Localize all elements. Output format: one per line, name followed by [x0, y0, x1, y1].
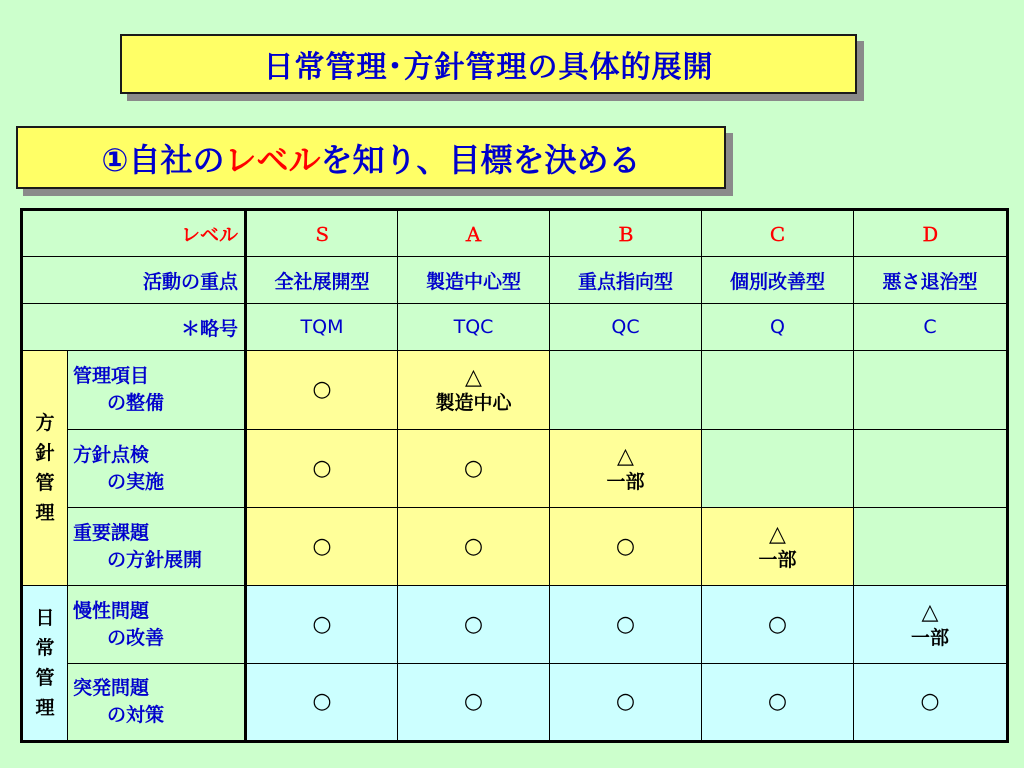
mark-symbol: ○ [463, 611, 484, 637]
cell-mark [702, 351, 854, 430]
cell-mark [702, 508, 854, 586]
cell-mark [246, 430, 398, 508]
row-label-line2: の方針展開 [107, 548, 203, 571]
level-c: Ｃ [702, 210, 854, 257]
group-char: 日 [35, 607, 55, 629]
cell-mark [550, 508, 702, 586]
row-label [68, 430, 246, 508]
cell-mark [854, 430, 1008, 508]
cell-mark [398, 508, 550, 586]
focus-d: 悪さ退治型 [854, 257, 1008, 304]
mark-symbol: ○ [615, 533, 636, 559]
level-d: Ｄ [854, 210, 1008, 257]
group-label-hoshin [22, 351, 68, 586]
cell-mark [246, 351, 398, 430]
mark-note: 一部 [606, 470, 645, 493]
page-title: 日常管理･方針管理の具体的展開 [120, 34, 857, 94]
row-label-line1: 慢性問題 [73, 599, 150, 622]
focus-c: 個別改善型 [702, 257, 854, 304]
row-label-line2: の実施 [107, 470, 165, 493]
header-row-focus [22, 257, 1008, 304]
table-row [22, 586, 1008, 664]
row-label [68, 508, 246, 586]
header-row-abbr [22, 304, 1008, 351]
row-label [68, 586, 246, 664]
focus-s: 全社展開型 [246, 257, 398, 304]
mark-symbol: ○ [767, 689, 788, 714]
row-label-line1: 突発問題 [73, 677, 150, 699]
cell-mark [854, 351, 1008, 430]
mark-symbol: ○ [312, 611, 332, 637]
abbr-c: Q [702, 304, 854, 351]
table-row [22, 430, 1008, 508]
table-row [22, 508, 1008, 586]
mark-symbol: △ [769, 521, 786, 547]
group-char: 針 [35, 442, 55, 464]
row-label-line1: 重要課題 [73, 521, 150, 544]
group-char: 常 [35, 637, 55, 659]
level-s: Ｓ [246, 210, 398, 257]
focus-label: 活動の重点 [22, 257, 246, 304]
mark-symbol: ○ [463, 533, 484, 559]
row-label [68, 351, 246, 430]
cell-mark [246, 586, 398, 664]
row-label-line2: の改善 [107, 626, 165, 649]
row-label-line1: 方針点検 [73, 443, 150, 466]
cell-mark [550, 430, 702, 508]
header-row-level [22, 210, 1008, 257]
group-char: 管 [35, 472, 55, 494]
abbr-label: ＊略号 [22, 304, 246, 351]
cell-mark [550, 586, 702, 664]
row-label-line2: の対策 [107, 704, 165, 726]
cell-mark [246, 508, 398, 586]
focus-b: 重点指向型 [550, 257, 702, 304]
cell-mark [398, 586, 550, 664]
cell-mark [398, 430, 550, 508]
cell-mark [854, 508, 1008, 586]
mark-symbol: △ [921, 599, 939, 625]
group-char: 方 [35, 412, 55, 434]
mark-symbol: ○ [615, 689, 636, 714]
table-row [22, 351, 1008, 430]
subtitle-after: を知り、目標を決める [320, 140, 641, 179]
abbr-d: C [854, 304, 1008, 351]
row-label [68, 664, 246, 742]
group-char: 理 [35, 697, 55, 719]
cell-mark [854, 664, 1008, 742]
cell-mark [398, 351, 550, 430]
level-b: Ｂ [550, 210, 702, 257]
mark-note: 一部 [758, 548, 797, 571]
mark-symbol: ○ [615, 611, 636, 637]
mark-symbol: ○ [463, 689, 484, 714]
cell-mark [550, 351, 702, 430]
mark-symbol: ○ [920, 689, 940, 714]
cell-mark [702, 430, 854, 508]
subtitle [16, 126, 726, 189]
mark-symbol: △ [465, 365, 482, 390]
cell-mark [854, 586, 1008, 664]
abbr-a: TQC [398, 304, 550, 351]
mark-symbol: ○ [312, 455, 332, 481]
mark-symbol: ○ [312, 377, 332, 402]
abbr-b: QC [550, 304, 702, 351]
cell-mark [398, 664, 550, 742]
mark-symbol: ○ [463, 455, 484, 481]
subtitle-highlight: レベル [224, 140, 321, 179]
abbr-s: TQM [246, 304, 398, 351]
mark-note: 一部 [911, 626, 950, 649]
mark-symbol: △ [617, 443, 634, 469]
subtitle-before: ①自社の [101, 140, 225, 179]
cell-mark [702, 586, 854, 664]
group-char: 理 [35, 502, 55, 524]
mark-symbol: ○ [312, 689, 332, 714]
group-char: 管 [35, 667, 55, 689]
level-a: Ａ [398, 210, 550, 257]
focus-a: 製造中心型 [398, 257, 550, 304]
group-label-nichijo [22, 586, 68, 742]
mark-symbol: ○ [312, 533, 332, 559]
row-label-line2: の整備 [107, 392, 165, 414]
cell-mark [550, 664, 702, 742]
cell-mark [702, 664, 854, 742]
cell-mark [246, 664, 398, 742]
row-label-line1: 管理項目 [73, 365, 150, 387]
level-table [20, 208, 1009, 743]
table-row [22, 664, 1008, 742]
mark-symbol: ○ [767, 611, 788, 637]
level-label: レベル [22, 210, 246, 257]
mark-note: 製造中心 [435, 392, 512, 414]
